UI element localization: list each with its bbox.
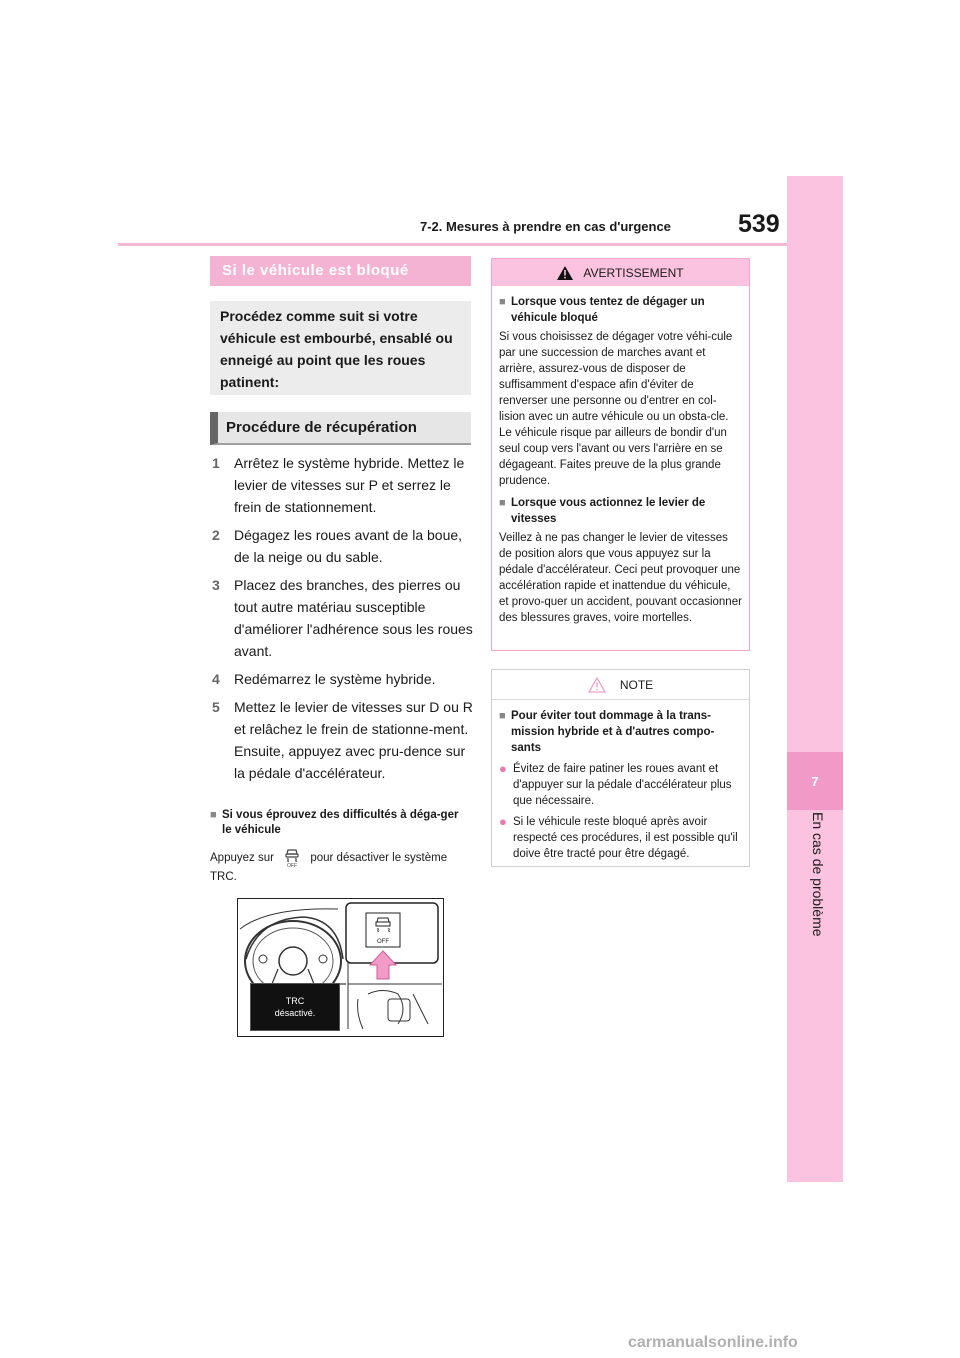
square-bullet-icon: ■: [210, 809, 217, 821]
warning-item-body: Si vous choisissez de dégager votre véhi-cule par une succession de marches avant et arrière, assurez-vous de disposer de suffisamment d'espace afin d'éviter de renverser une personne ou d'entrer en col-lision avec un autre véhicule ou un obsta-cle. Le véhicule risque par ailleurs de bondir d'un seul coup vers l'avant ou vers l'arrière en se dégageant. Faites preuve de la plus grande prudence.: [499, 331, 733, 487]
off-label: OFF: [377, 939, 389, 945]
warning-item-title: [499, 495, 742, 527]
warning-header: [492, 259, 749, 286]
tip-title-text: Si vous éprouvez des difficultés à déga-ger le véhicule: [222, 809, 459, 836]
step-list: [212, 452, 474, 790]
step-item: [212, 696, 474, 784]
warning-box: [491, 258, 750, 651]
warning-content: [492, 286, 749, 626]
note-bullet-text: Évitez de faire patiner les roues avant et d'appuyer sur la pédale d'accélérateur plus que nécessaire.: [513, 763, 732, 807]
tip-text-before: Appuyez sur: [210, 852, 274, 865]
note-item-title-text: Pour éviter tout dommage à la trans-mission hybride et à d'autres compo-sants: [511, 710, 715, 754]
step-text: Arrêtez le système hybride. Mettez le levier de vitesses sur P et serrez le frein de stationnement.: [234, 455, 465, 515]
intro-text: Procédez comme suit si votre véhicule est embourbé, ensablé ou enneigé au point que les roues patinent:: [210, 301, 471, 395]
trc-message-line1: TRC: [285, 996, 305, 1006]
page-number: 539: [738, 210, 780, 238]
step-number: 2: [212, 527, 220, 543]
trc-off-icon: [281, 848, 303, 868]
sub-heading: Procédure de récupération: [210, 412, 471, 445]
chapter-number: 7: [787, 752, 843, 810]
chapter-title: En cas de problème: [810, 812, 826, 937]
step-number: 1: [212, 455, 220, 471]
square-bullet-icon: ■: [499, 497, 506, 509]
warning-icon: [557, 266, 573, 280]
note-box: [491, 669, 750, 867]
note-bullet-text: Si le véhicule reste bloqué après avoir respecté ces procédures, il est possible qu'il doive être tracté pour être dégagé.: [513, 816, 738, 860]
trc-message-line2: désactivé.: [274, 1008, 316, 1018]
off-label: OFF: [287, 863, 298, 868]
note-title: NOTE: [619, 677, 654, 692]
circle-bullet-icon: ●: [499, 814, 507, 829]
square-bullet-icon: ■: [499, 710, 506, 722]
step-text: Mettez le levier de vitesses sur D ou R et relâchez le frein de stationne-ment. Ensuite, appuyez avec pru-dence sur la pédale d'accélérateur.: [234, 699, 473, 781]
main-heading: Si le véhicule est bloqué: [210, 256, 471, 286]
step-text: Dégagez les roues avant de la boue, de la neige ou du sable.: [234, 527, 463, 565]
square-bullet-icon: ■: [499, 296, 506, 308]
note-bullet: [499, 761, 742, 809]
note-bullet: [499, 814, 742, 862]
step-item: [212, 668, 474, 690]
tip-body: [210, 848, 472, 886]
step-text: Placez des branches, des pierres ou tout autre matériau susceptible d'améliorer l'adhérence sous les roues avant.: [234, 577, 473, 659]
step-number: 5: [212, 699, 220, 715]
trc-disabled-message: [250, 983, 340, 1031]
caution-icon: [588, 677, 606, 693]
step-item: [212, 574, 474, 662]
step-item: [212, 452, 474, 518]
header-rule: [118, 243, 788, 246]
warning-item-title: [499, 294, 742, 326]
note-item-title: [499, 708, 742, 756]
step-text: Redémarrez le système hybride.: [234, 671, 436, 687]
tip-text-after: pour désactiver le système TRC.: [210, 852, 448, 883]
note-content: [492, 700, 749, 862]
tip-title: [210, 808, 470, 838]
chapter-side-tab: [787, 176, 843, 1182]
warning-item-title-text: Lorsque vous tentez de dégager un véhicule bloqué: [511, 296, 705, 324]
section-title: 7-2. Mesures à prendre en cas d'urgence: [420, 219, 671, 234]
warning-item-body: Veillez à ne pas changer le levier de vitesses de position alors que vous appuyez sur la pédale d'accélérateur. Ceci peut provoquer une accélération rapide et inattendue du véhicule, et provo-quer un accident, pouvant occasionner des blessures graves, voire mortelles.: [499, 532, 742, 624]
note-header: [492, 670, 749, 700]
watermark: carmanualsonline.info: [628, 1334, 798, 1351]
warning-item-title-text: Lorsque vous actionnez le levier de vitesses: [511, 497, 706, 525]
step-number: 4: [212, 671, 220, 687]
warning-title: AVERTISSEMENT: [583, 265, 684, 280]
step-item: [212, 524, 474, 568]
step-number: 3: [212, 577, 220, 593]
circle-bullet-icon: ●: [499, 761, 507, 776]
